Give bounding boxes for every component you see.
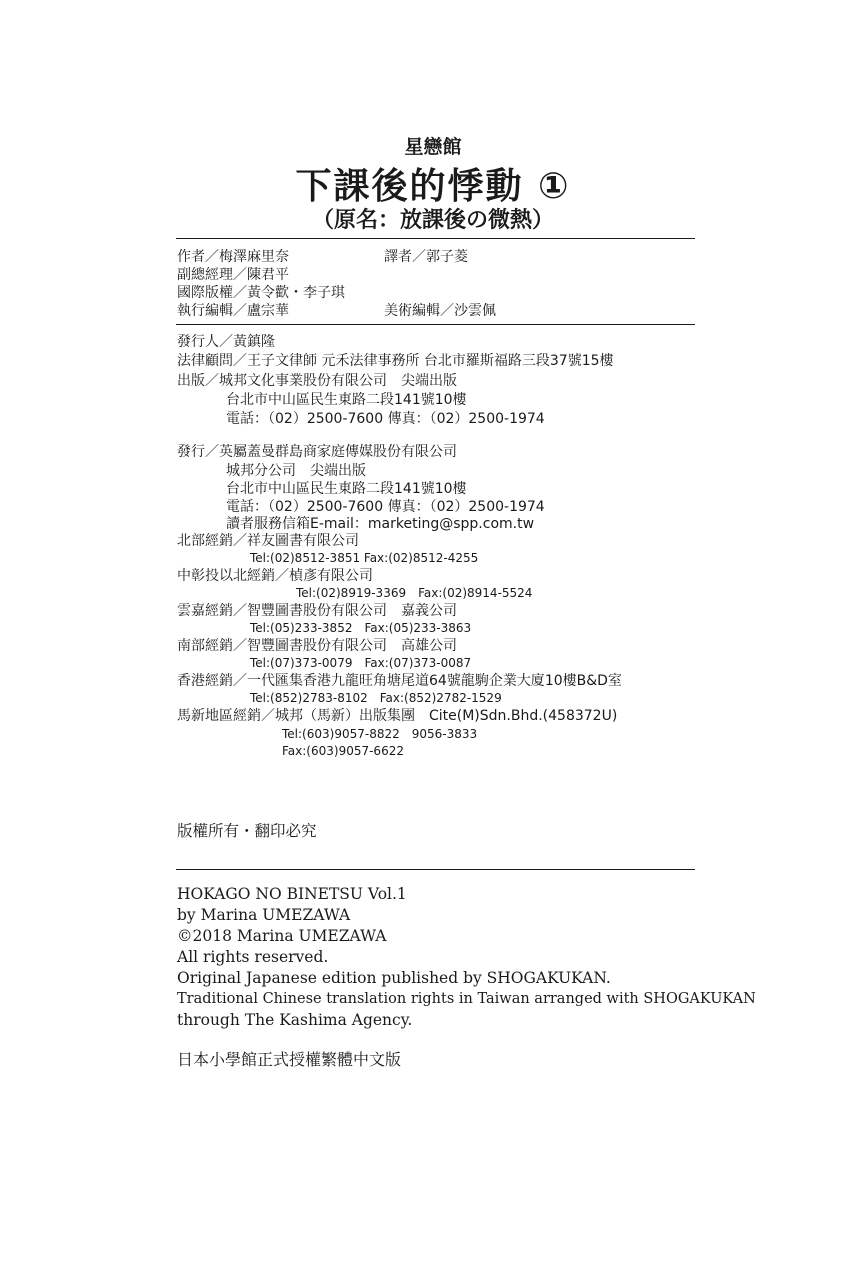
my-distributor: 馬新地區經銷／城邦（馬新）出版集團 Cite(M)Sdn.Bhd.(458372U): [177, 708, 618, 724]
chiayi-distributor: 雲嘉經銷／智豐圖書股份有限公司 嘉義公司: [177, 603, 457, 619]
publisher-phone: 電話：（02）2500-7600 傳真：（02）2500-1974: [226, 411, 545, 427]
issuer-line: 發行人／黃鎮隆: [177, 334, 275, 350]
distributor-address: 台北市中山區民生東路二段141號10樓: [226, 481, 467, 497]
central-contact: Tel:(02)8919-3369 Fax:(02)8914-5524: [296, 586, 533, 600]
chiayi-contact: Tel:(05)233-3852 Fax:(05)233-3863: [250, 621, 472, 635]
hk-distributor: 香港經銷／一代匯集香港九龍旺角塘尾道64號龍駒企業大廈10樓B&D室: [177, 673, 622, 689]
bottom-divider: [176, 869, 695, 870]
reader-service-email: 讀者服務信箱E-mail：marketing@spp.com.tw: [226, 516, 535, 532]
credit-deputy-gm: 副總經理／陳君平: [177, 267, 289, 283]
my-tel: Tel:(603)9057-8822 9056-3833: [282, 727, 478, 741]
publisher-address: 台北市中山區民生東路二段141號10樓: [226, 392, 467, 408]
en-line-6: Traditional Chinese translation rights in Taiwan arranged with SHOGAKUKAN: [177, 991, 756, 1007]
en-line-5: Original Japanese edition published by SHOGAKUKAN.: [177, 969, 611, 987]
credit-author: 作者／梅澤麻里奈: [177, 249, 289, 265]
middle-divider: [176, 324, 695, 325]
original-title: （原名：放課後の微熱）: [311, 208, 554, 233]
book-title: 下課後的悸動 ①: [295, 166, 571, 207]
hk-contact: Tel:(852)2783-8102 Fax:(852)2782-1529: [250, 691, 502, 705]
copyright-notice: 版權所有・翻印必究: [177, 822, 317, 840]
credit-exec-editor: 執行編輯／盧宗華: [177, 303, 289, 319]
authorized-edition-note: 日本小學館正式授權繁體中文版: [177, 1050, 402, 1069]
imprint-name: 星戀館: [404, 136, 462, 158]
north-distributor: 北部經銷／祥友圖書有限公司: [177, 533, 359, 549]
en-line-4: All rights reserved.: [177, 948, 329, 966]
top-divider: [176, 238, 695, 239]
credit-art-editor: 美術編輯／沙雲佩: [384, 303, 496, 319]
my-fax: Fax:(603)9057-6622: [282, 744, 404, 758]
credit-intl-rights: 國際版權／黃令歡・李子琪: [177, 285, 345, 301]
en-line-3: ©2018 Marina UMEZAWA: [177, 927, 387, 945]
north-contact: Tel:(02)8512-3851 Fax:(02)8512-4255: [250, 551, 479, 565]
distributor-branch: 城邦分公司 尖端出版: [226, 463, 366, 479]
distributor-line: 發行／英屬蓋曼群島商家庭傳媒股份有限公司: [177, 444, 457, 460]
central-distributor: 中彰投以北經銷／楨彥有限公司: [177, 568, 373, 584]
publisher-line: 出版／城邦文化事業股份有限公司 尖端出版: [177, 373, 457, 389]
en-line-1: HOKAGO NO BINETSU Vol.1: [177, 885, 407, 903]
legal-counsel-line: 法律顧問／王子文律師 元禾法律事務所 台北市羅斯福路三段37號15樓: [177, 353, 614, 369]
distributor-phone: 電話：（02）2500-7600 傳真：（02）2500-1974: [226, 499, 545, 515]
south-contact: Tel:(07)373-0079 Fax:(07)373-0087: [250, 656, 472, 670]
en-line-7: through The Kashima Agency.: [177, 1011, 413, 1029]
en-line-2: by Marina UMEZAWA: [177, 906, 351, 924]
credit-translator: 譯者／郭子菱: [384, 249, 468, 265]
south-distributor: 南部經銷／智豐圖書股份有限公司 高雄公司: [177, 638, 457, 654]
